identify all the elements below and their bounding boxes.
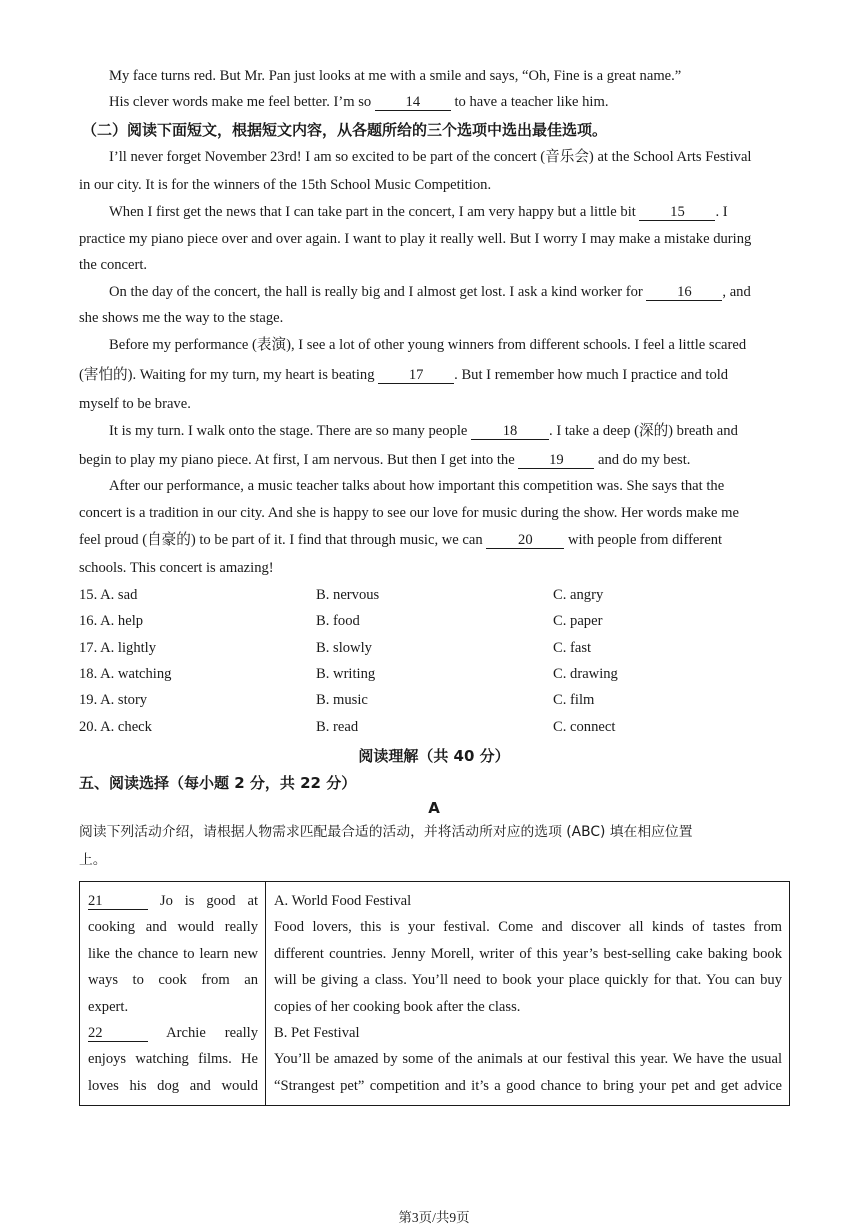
text-line: she shows me the way to the stage. (79, 310, 284, 326)
text-line: in our city. It is for the winners of the 15th School Music Competition. (79, 177, 492, 193)
text-segment: When I first get the news that I can take part in the concert, I am very happy but a little bit (109, 204, 640, 220)
instruction: 上。 (79, 852, 107, 868)
text-line (109, 92, 789, 112)
text-segment: with people from different (564, 532, 723, 548)
blank-21: 21 (88, 893, 148, 910)
option-b: B. music (316, 692, 368, 708)
option-c: C. paper (553, 613, 603, 629)
blank-19: 19 (518, 452, 594, 469)
text-line: practice my piano piece over and over again. I want to play it really well. But I worry I may make a mistake during (79, 231, 752, 247)
text-segment: His clever words make me feel better. I’m so (109, 94, 375, 110)
text-line: myself to be brave. (79, 396, 191, 412)
matching-table (79, 881, 790, 1106)
reading-title: 阅读理解（共 40 分） (358, 747, 510, 765)
text-line: the concert. (79, 257, 148, 273)
activity-title: B. Pet Festival (274, 1025, 360, 1042)
text-line (79, 530, 789, 550)
option-c: C. film (553, 692, 595, 708)
option-a: 17. A. lightly (79, 640, 157, 656)
blank-15: 15 (639, 204, 715, 221)
people-column (80, 882, 266, 1106)
option-b: B. read (316, 719, 359, 735)
text-line: schools. This concert is amazing! (79, 560, 274, 576)
option-c: C. fast (553, 640, 592, 656)
text-line: concert is a tradition in our city. And she is happy to see our love for music during the show. Her words make me (79, 505, 739, 521)
text-line: loves his dog and would (88, 1077, 258, 1094)
text-line: different countries. Jenny Morell, writer of this year’s best-selling cake baking book (274, 945, 782, 962)
option-c: C. angry (553, 587, 604, 603)
blank-22: 22 (88, 1025, 148, 1042)
text-segment: It is my turn. I walk onto the stage. There are so many people (109, 423, 472, 439)
option-a: 20. A. check (79, 719, 152, 735)
text-line: “Strangest pet” competition and it’s a good chance to bring your pet and get advice (274, 1077, 782, 1094)
text-segment: feel proud (自豪的) to be part of it. I find that through music, we can (79, 532, 487, 548)
text-line (109, 202, 789, 222)
section-heading: （二）阅读下面短文，根据短文内容，从各题所给的三个选项中选出最佳选项。 (82, 121, 608, 139)
option-a: 18. A. watching (79, 666, 172, 682)
text-line: like the chance to learn new (88, 945, 258, 962)
activity-title: A. World Food Festival (274, 893, 412, 909)
text-line: ways to cook from an (88, 972, 258, 989)
blank-18: 18 (471, 423, 549, 440)
text-segment: . I take a deep (深的) breath and (549, 423, 738, 439)
text-line: enjoys watching films. He (88, 1051, 258, 1068)
text-line (79, 365, 789, 385)
text-segment: begin to play my piano piece. At first, I am nervous. But then I get into the (79, 452, 519, 468)
text-line: Before my performance (表演), I see a lot of other young winners from different schools. I feel a little scared (109, 337, 747, 353)
blank-14: 14 (375, 94, 451, 111)
instruction: 阅读下列活动介绍，请根据人物需求匹配最合适的活动，并将活动所对应的选项 (ABC) 填在相应位置 (79, 824, 693, 840)
text-line: Food lovers, this is your festival. Come and discover all kinds of tastes from (274, 919, 782, 936)
option-c: C. connect (553, 719, 616, 735)
text-line: I’ll never forget November 23rd! I am so excited to be part of the concert (音乐会) at the School Arts Festival (109, 149, 752, 165)
text-line (88, 888, 258, 914)
text-segment: Jo is good at (148, 893, 258, 909)
part-label: A (428, 799, 440, 817)
text-line (79, 450, 789, 470)
blank-17: 17 (378, 367, 454, 384)
text-segment: and do my best. (594, 452, 691, 468)
text-segment: . I (715, 204, 728, 220)
text-line (88, 1020, 258, 1046)
option-b: B. slowly (316, 640, 372, 656)
option-b: B. nervous (316, 587, 380, 603)
text-line: After our performance, a music teacher talks about how important this competition was. She says that the (109, 478, 725, 494)
text-segment: , and (722, 284, 751, 300)
section-heading: 五、阅读选择（每小题 2 分，共 22 分） (79, 774, 357, 792)
page-number: 第3页/共9页 (398, 1210, 470, 1225)
text-line: You’ll be amazed by some of the animals at our festival this year. We have the usual (274, 1051, 782, 1068)
text-segment: On the day of the concert, the hall is really big and I almost get lost. I ask a kind worker for (109, 284, 647, 300)
text-segment: . But I remember how much I practice and told (454, 367, 729, 383)
text-line: copies of her cooking book after the class. (274, 998, 521, 1015)
activities-column (266, 882, 790, 1106)
option-a: 16. A. help (79, 613, 144, 629)
blank-16: 16 (646, 284, 722, 301)
text-segment: (害怕的). Waiting for my turn, my heart is beating (79, 367, 379, 383)
text-segment: Archie really (148, 1025, 258, 1042)
option-a: 19. A. story (79, 692, 148, 708)
text-line: cooking and would really (88, 919, 258, 936)
option-b: B. writing (316, 666, 376, 682)
text-line: expert. (88, 998, 129, 1015)
option-a: 15. A. sad (79, 587, 138, 603)
text-line (109, 282, 789, 302)
blank-20: 20 (486, 532, 564, 549)
option-c: C. drawing (553, 666, 618, 682)
option-b: B. food (316, 613, 360, 629)
text-line: will be giving a class. You’ll need to book your place quickly for that. You can buy (274, 972, 782, 989)
text-line (109, 421, 789, 441)
text-segment: to have a teacher like him. (450, 94, 609, 110)
text-line: My face turns red. But Mr. Pan just looks at me with a smile and says, “Oh, Fine is a great name.” (109, 68, 682, 84)
